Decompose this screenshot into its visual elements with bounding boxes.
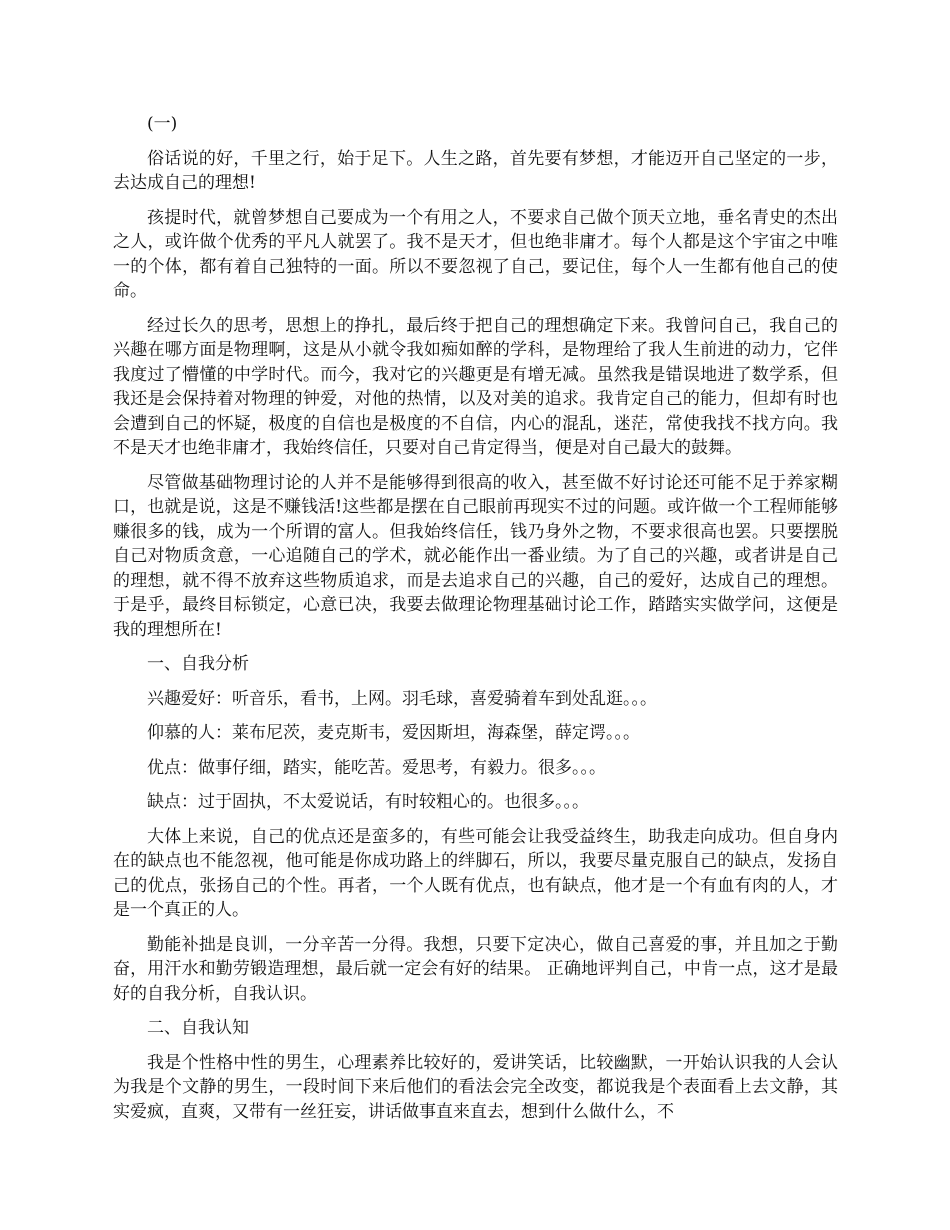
paragraph: 勤能补拙是良训，一分辛苦一分得。我想，只要下定决心，做自己喜爱的事，并且加之于勤奋，用汗水和勤劳锻造理想，最后就一定会有好的结果。 正确地评判自己，中肯一点，这才是最好的自我分析，自我认识。 xyxy=(113,934,838,1004)
section-heading: (一) xyxy=(147,114,178,134)
section-heading: 二、自我认知 xyxy=(147,1018,249,1038)
paragraph: 我是个性格中性的男生，心理素养比较好的，爱讲笑话，比较幽默，一开始认识我的人会认为我是个文静的男生，一段时间下来后他们的看法会完全改变，都说我是个表面看上去文静，其实爱疯，直爽，又带有一丝狂妄，讲话做事直来直去，想到什么做什么，不 xyxy=(113,1052,838,1122)
list-line: 优点：做事仔细，踏实，能吃苦。爱思考，有毅力。很多。。。 xyxy=(147,757,606,778)
paragraph: 俗话说的好，千里之行，始于足下。人生之路，首先要有梦想，才能迈开自己坚定的一步，去达成自己的理想! xyxy=(113,148,838,193)
document-page xyxy=(113,112,838,1134)
list-line: 仰慕的人：莱布尼茨，麦克斯韦，爱因斯坦，海森堡，薛定谔。。。 xyxy=(147,723,640,743)
paragraph: 经过长久的思考，思想上的挣扎，最后终于把自己的理想确定下来。我曾问自己，我自己的兴趣在哪方面是物理啊，这是从小就令我如痴如醉的学科，是物理给了我人生前进的动力，它伴我度过了懵懂的中学时代。而今，我对它的兴趣更是有增无减。虽然我是错误地进了数学系，但我还是会保持着对物理的钟爱，对他的热情，以及对美的追求。我肯定自己的能力，但却有时也会遭到自己的怀疑，极度的自信也是极度的不自信，内心的混乱，迷茫，常使我找不找方向。我不是天才也绝非庸才，我始终信任，只要对自己肯定得当，便是对自己最大的鼓舞。 xyxy=(113,315,838,458)
paragraph: 孩提时代，就曾梦想自己要成为一个有用之人，不要求自己做个顶天立地，垂名青史的杰出之人，或许做个优秀的平凡人就罢了。我不是天才，但也绝非庸才。每个人都是这个宇宙之中唯一的个体，都有着自己独特的一面。所以不要忽视了自己，要记住，每个人一生都有他自己的使命。 xyxy=(113,207,838,301)
paragraph: 大体上来说，自己的优点还是蛮多的，有些可能会让我受益终生，助我走向成功。但自身内在的缺点也不能忽视，他可能是你成功路上的绊脚石，所以，我要尽量克服自己的缺点，发扬自己的优点，张扬自己的个性。再者，一个人既有优点，也有缺点，他才是一个有血有肉的人，才是一个真正的人。 xyxy=(113,826,838,920)
list-line: 兴趣爱好：听音乐，看书，上网。羽毛球，喜爱骑着车到处乱逛。。。 xyxy=(147,688,657,709)
list-line: 缺点：过于固执，不太爱说话，有时较粗心的。也很多。。。 xyxy=(147,792,589,812)
paragraph: 尽管做基础物理讨论的人并不是能够得到很高的收入，甚至做不好讨论还可能不足于养家糊口，也就是说，这是不赚钱活!这些都是摆在自己眼前再现实不过的问题。或许做一个工程师能够赚很多的钱，成为一个所谓的富人。但我始终信任，钱乃身外之物，不要求很高也罢。只要摆脱自己对物质贪意，一心追随自己的学术，就必能作出一番业绩。为了自己的兴趣，或者讲是自己的理想，就不得不放弃这些物质追求，而是去追求自己的兴趣，自己的爱好，达成自己的理想。于是乎，最终目标锁定，心意已决，我要去做理论物理基础讨论工作，踏踏实实做学问，这便是我的理想所在! xyxy=(113,472,838,640)
section-heading: 一、自我分析 xyxy=(147,654,249,674)
